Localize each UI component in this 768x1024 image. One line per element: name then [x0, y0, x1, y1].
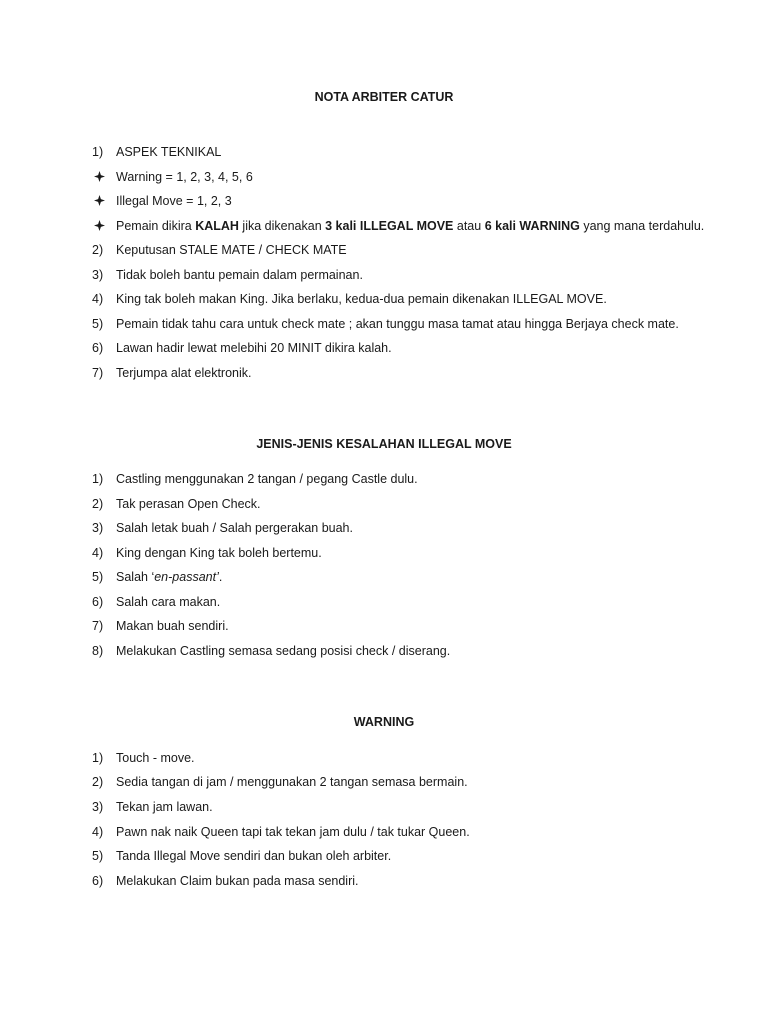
- list-number: 6): [92, 874, 104, 888]
- list-item-text: Salah ‘en-passant’.: [116, 570, 223, 584]
- diamond-bullet-icon: [94, 171, 105, 182]
- list-item-text: Sedia tangan di jam / menggunakan 2 tangan semasa bermain.: [116, 775, 468, 789]
- list-item-text: Pemain tidak tahu cara untuk check mate ; akan tunggu masa tamat atau hingga Berjaya check mate.: [116, 317, 679, 331]
- list-number: 3): [92, 521, 104, 535]
- list-item-text: Makan buah sendiri.: [116, 619, 229, 633]
- list-number: 6): [92, 341, 104, 355]
- list-item-text: King dengan King tak boleh bertemu.: [116, 546, 322, 560]
- section-heading: WARNING: [353, 715, 415, 729]
- bold-text: 6 kali WARNING: [484, 219, 580, 233]
- list-item-text: King tak boleh makan King. Jika berlaku, kedua-dua pemain dikenakan ILLEGAL MOVE.: [116, 292, 607, 306]
- bold-text: KALAH: [195, 219, 239, 233]
- list-item-text: Tak perasan Open Check.: [116, 497, 261, 511]
- list-item-text: Lawan hadir lewat melebihi 20 MINIT dikira kalah.: [116, 341, 392, 355]
- list-number: 7): [92, 619, 104, 633]
- list-number: 5): [92, 317, 104, 331]
- list-number: 2): [92, 497, 104, 511]
- italic-text: en-passant’: [154, 570, 219, 584]
- diamond-bullet-icon: [94, 195, 105, 206]
- list-item-text: Pemain dikira KALAH jika dikenakan 3 kali ILLEGAL MOVE atau 6 kali WARNING yang mana terdahulu.: [116, 219, 705, 233]
- list-item-text: Salah cara makan.: [116, 595, 221, 609]
- list-number: 1): [92, 145, 104, 159]
- list-number: 5): [92, 849, 104, 863]
- list-number: 1): [92, 472, 104, 486]
- list-number: 6): [92, 595, 104, 609]
- list-number: 7): [92, 366, 104, 380]
- list-item-text: Terjumpa alat elektronik.: [116, 366, 252, 380]
- list-item-text: Tekan jam lawan.: [116, 800, 213, 814]
- list-item-text: Warning = 1, 2, 3, 4, 5, 6: [116, 170, 253, 184]
- list-number: 3): [92, 800, 104, 814]
- diamond-bullet-icon: [94, 220, 105, 231]
- list-number: 4): [92, 292, 104, 306]
- list-item-text: Castling menggunakan 2 tangan / pegang Castle dulu.: [116, 472, 418, 486]
- bold-text: 3 kali ILLEGAL MOVE: [325, 219, 454, 233]
- list-number: 2): [92, 775, 104, 789]
- list-number: 1): [92, 751, 104, 765]
- list-item-text: Melakukan Claim bukan pada masa sendiri.: [116, 874, 359, 888]
- list-item-text: ASPEK TEKNIKAL: [116, 145, 222, 159]
- list-item-text: Tanda Illegal Move sendiri dan bukan oleh arbiter.: [116, 849, 392, 863]
- list-item-text: Tidak boleh bantu pemain dalam permainan.: [116, 268, 363, 282]
- list-item-text: Melakukan Castling semasa sedang posisi check / diserang.: [116, 644, 451, 658]
- page-title: NOTA ARBITER CATUR: [314, 90, 454, 104]
- list-number: 4): [92, 546, 104, 560]
- list-number: 3): [92, 268, 104, 282]
- list-item-text: Keputusan STALE MATE / CHECK MATE: [116, 243, 347, 257]
- list-number: 4): [92, 825, 104, 839]
- list-item-text: Touch - move.: [116, 751, 195, 765]
- list-number: 2): [92, 243, 104, 257]
- list-number: 5): [92, 570, 104, 584]
- section-heading: JENIS-JENIS KESALAHAN ILLEGAL MOVE: [256, 437, 512, 451]
- list-item-text: Illegal Move = 1, 2, 3: [116, 194, 232, 208]
- list-item-text: Salah letak buah / Salah pergerakan buah.: [116, 521, 353, 535]
- list-number: 8): [92, 644, 104, 658]
- list-item-text: Pawn nak naik Queen tapi tak tekan jam dulu / tak tukar Queen.: [116, 825, 470, 839]
